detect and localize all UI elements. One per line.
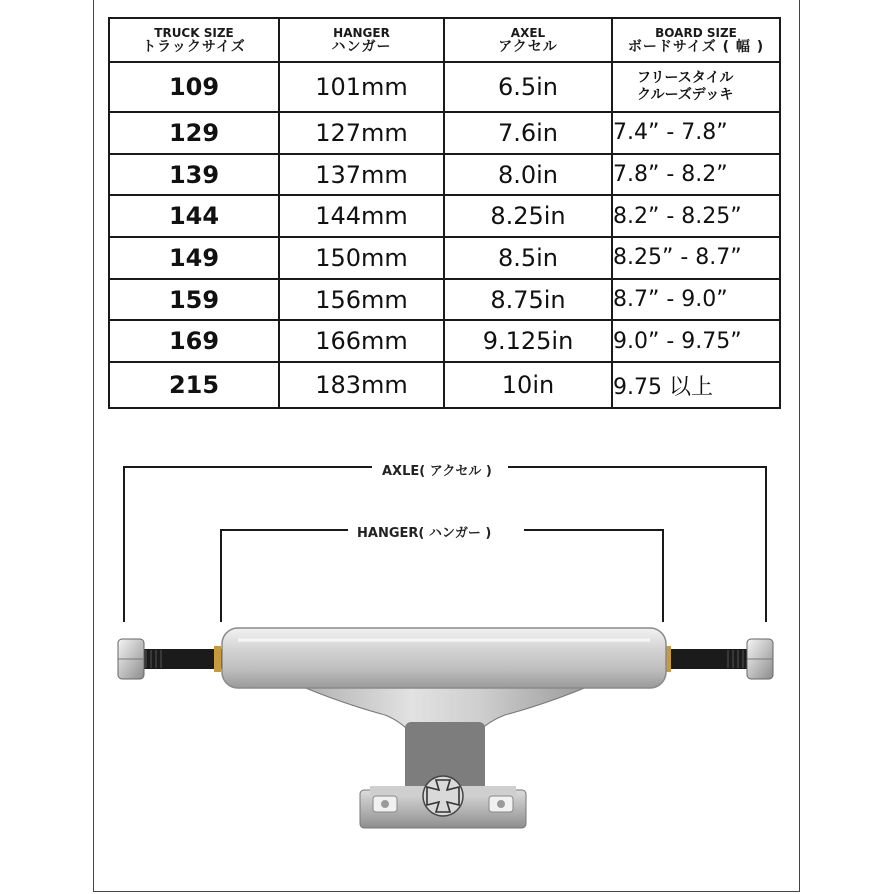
cross-logo-icon <box>423 776 463 816</box>
axle-nut-left <box>118 639 144 679</box>
hanger-cell: 127mm <box>279 112 444 154</box>
axel-cell: 8.75in <box>444 279 612 321</box>
hanger-cell: 183mm <box>279 362 444 408</box>
truck-size-cell: 169 <box>109 320 279 362</box>
hanger-cell: 150mm <box>279 237 444 279</box>
hanger-cell: 144mm <box>279 195 444 237</box>
hanger-label: HANGER( ハンガー ) <box>357 526 492 541</box>
board-size-cell: 8.2” - 8.25” <box>612 195 780 237</box>
hanger-cell: 156mm <box>279 279 444 321</box>
truck-size-cell: 109 <box>109 62 279 112</box>
axle-nut-right <box>747 639 773 679</box>
board-size-cell: 9.75 以上 <box>612 362 780 408</box>
board-line: フリースタイル <box>637 70 734 86</box>
hanger-cell: 166mm <box>279 320 444 362</box>
truck-size-cell: 159 <box>109 279 279 321</box>
hanger-cell: 101mm <box>279 62 444 112</box>
board-size-cell: 7.8” - 8.2” <box>612 154 780 196</box>
hanger-dimension-bracket <box>221 530 663 622</box>
axel-cell: 9.125in <box>444 320 612 362</box>
truck-size-cell: 139 <box>109 154 279 196</box>
board-size-cell: 9.0” - 9.75” <box>612 320 780 362</box>
axel-cell: 8.25in <box>444 195 612 237</box>
header-en: HANGER <box>333 26 390 40</box>
truck-size-cell: 149 <box>109 237 279 279</box>
axel-cell: 8.5in <box>444 237 612 279</box>
truck-size-cell: 129 <box>109 112 279 154</box>
hanger-bar <box>222 628 666 688</box>
header-jp: アクセル <box>498 39 558 55</box>
header-en: TRUCK SIZE <box>154 26 234 40</box>
header-jp: ハンガー <box>331 39 392 55</box>
hanger-cell: 137mm <box>279 154 444 196</box>
axel-cell: 6.5in <box>444 62 612 112</box>
header-jp: ボードサイズ ( 幅 ) <box>627 39 765 55</box>
truck-size-cell: 144 <box>109 195 279 237</box>
board-size-cell: 7.4” - 7.8” <box>612 112 780 154</box>
board-size-cell: 8.7” - 9.0” <box>612 279 780 321</box>
axel-cell: 10in <box>444 362 612 408</box>
axel-cell: 7.6in <box>444 112 612 154</box>
axel-cell: 8.0in <box>444 154 612 196</box>
board-size-cell: 8.25” - 8.7” <box>612 237 780 279</box>
header-jp: トラックサイズ <box>142 39 246 55</box>
axle-label: AXLE( アクセル ) <box>382 464 492 479</box>
truck-size-cell: 215 <box>109 362 279 408</box>
board-line: クルーズデッキ <box>637 87 734 103</box>
header-en: BOARD SIZE <box>655 26 737 40</box>
header-en: AXEL <box>510 26 546 40</box>
